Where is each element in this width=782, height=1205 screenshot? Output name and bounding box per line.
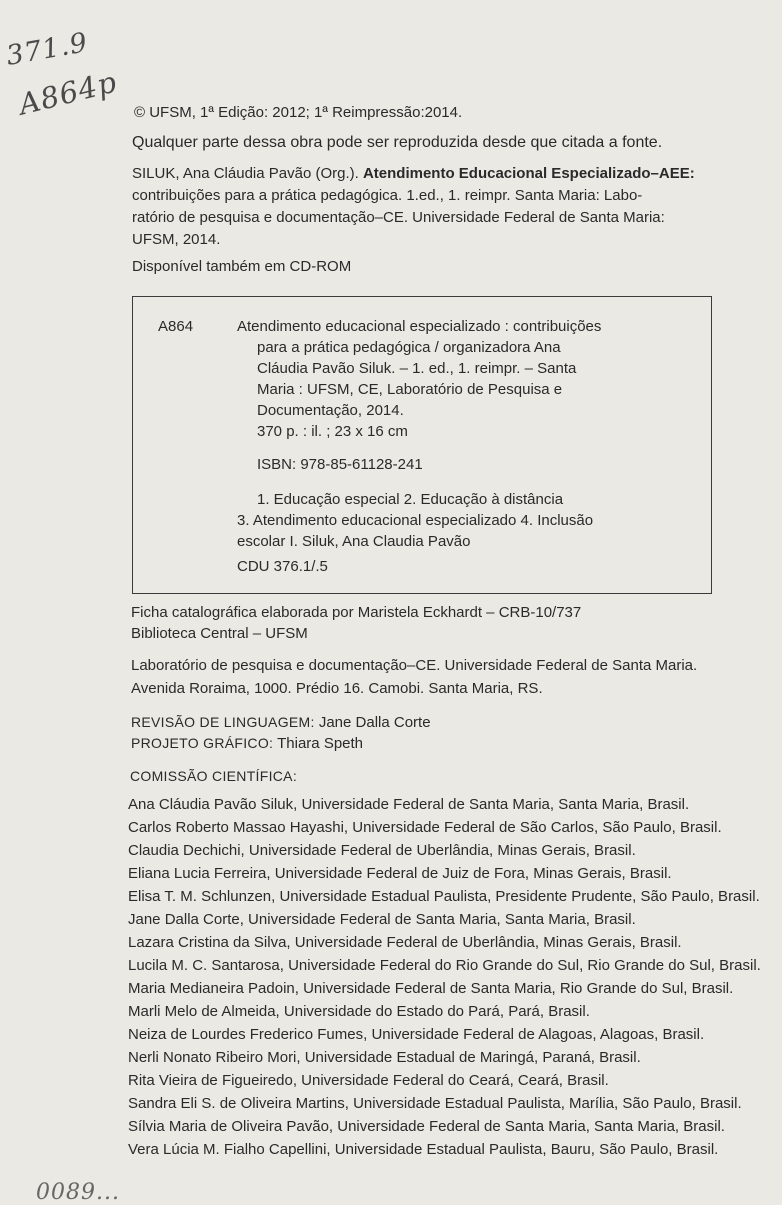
handwritten-call-number: 371.9 xyxy=(3,27,91,72)
committee-member: Vera Lúcia M. Fialho Capellini, Universidade Estadual Paulista, Bauru, São Paulo, Brasil. xyxy=(128,1141,719,1158)
reproduction-note: Qualquer parte dessa obra pode ser reproduzida desde que citada a fonte. xyxy=(132,134,663,151)
committee-member: Claudia Dechichi, Universidade Federal de Uberlândia, Minas Gerais, Brasil. xyxy=(128,842,636,859)
committee-member: Maria Medianeira Padoin, Universidade Federal de Santa Maria, Rio Grande do Sul, Brasil. xyxy=(128,980,734,997)
handwritten-cutter-number: A864p xyxy=(15,64,121,122)
committee-member: Marli Melo de Almeida, Universidade do Estado do Pará, Pará, Brasil. xyxy=(128,1003,590,1020)
committee-member: Eliana Lucia Ferreira, Universidade Federal de Juiz de Fora, Minas Gerais, Brasil. xyxy=(128,865,672,882)
catalog-subject: 1. Educação especial 2. Educação à distância xyxy=(257,491,564,508)
committee-member: Rita Vieira de Figueiredo, Universidade Federal do Ceará, Ceará, Brasil. xyxy=(128,1072,609,1089)
catalog-line: Maria : UFSM, CE, Laboratório de Pesquisa e xyxy=(257,381,563,398)
catalog-subject: escolar I. Siluk, Ana Claudia Pavão xyxy=(237,533,471,550)
committee-member: Lazara Cristina da Silva, Universidade Federal de Uberlândia, Minas Gerais, Brasil. xyxy=(128,934,682,951)
catalog-code: A864 xyxy=(158,318,194,335)
cataloging-credit-line: Biblioteca Central – UFSM xyxy=(131,625,308,642)
cataloging-credit-line: Ficha catalográfica elaborada por Maristela Eckhardt – CRB-10/737 xyxy=(131,604,582,621)
copyright-line: © UFSM, 1ª Edição: 2012; 1ª Reimpressão:2014. xyxy=(134,104,463,121)
lab-address-line: Laboratório de pesquisa e documentação–CE. Universidade Federal de Santa Maria. xyxy=(131,657,698,674)
citation-line-2: contribuições para a prática pedagógica. 1.ed., 1. reimpr. Santa Maria: Labo- xyxy=(132,187,643,204)
committee-member: Lucila M. C. Santarosa, Universidade Federal do Rio Grande do Sul, Rio Grande do Sul, Brasil. xyxy=(128,957,761,974)
committee-member: Elisa T. M. Schlunzen, Universidade Estadual Paulista, Presidente Prudente, São Paulo, Brasil. xyxy=(128,888,760,905)
citation-line-1 xyxy=(132,164,695,184)
citation-title: Atendimento Educacional Especializado–AEE: xyxy=(362,165,695,182)
catalog-line: para a prática pedagógica / organizadora Ana xyxy=(257,339,561,356)
committee-member: Sílvia Maria de Oliveira Pavão, Universidade Federal de Santa Maria, Santa Maria, Brasil. xyxy=(128,1118,725,1135)
committee-member: Neiza de Lourdes Frederico Fumes, Universidade Federal de Alagoas, Alagoas, Brasil. xyxy=(128,1026,705,1043)
design-value: Thiara Speth xyxy=(273,735,364,752)
catalog-subject: 3. Atendimento educacional especializado 4. Inclusão xyxy=(237,512,594,529)
citation-line-4: UFSM, 2014. xyxy=(132,231,221,248)
catalog-isbn: ISBN: 978-85-61128-241 xyxy=(257,456,423,473)
citation-line-3: ratório de pesquisa e documentação–CE. Universidade Federal de Santa Maria: xyxy=(132,209,665,226)
catalog-cdu: CDU 376.1/.5 xyxy=(237,558,328,575)
committee-member: Carlos Roberto Massao Hayashi, Universidade Federal de São Carlos, São Paulo, Brasil. xyxy=(128,819,722,836)
citation-author: SILUK, Ana Cláudia Pavão (Org.). xyxy=(132,165,359,182)
committee-member: Sandra Eli S. de Oliveira Martins, Universidade Estadual Paulista, Marília, São Paulo, Brasil. xyxy=(128,1095,742,1112)
availability-note: Disponível também em CD-ROM xyxy=(132,258,352,275)
catalog-line: Atendimento educacional especializado : contribuições xyxy=(237,318,602,335)
catalog-line: Documentação, 2014. xyxy=(257,402,404,419)
committee-member: Jane Dalla Corte, Universidade Federal de Santa Maria, Santa Maria, Brasil. xyxy=(128,911,636,928)
design-label: PROJETO GRÁFICO: xyxy=(131,735,274,751)
committee-heading: COMISSÃO CIENTÍFICA: xyxy=(130,768,298,784)
revision-label: REVISÃO DE LINGUAGEM: xyxy=(131,714,315,730)
revision-value: Jane Dalla Corte xyxy=(314,714,431,731)
catalog-physical-description: 370 p. : il. ; 23 x 16 cm xyxy=(257,423,408,440)
design-credit xyxy=(131,733,363,754)
committee-member: Ana Cláudia Pavão Siluk, Universidade Federal de Santa Maria, Santa Maria, Brasil. xyxy=(128,796,690,813)
lab-address-line: Avenida Roraima, 1000. Prédio 16. Camobi. Santa Maria, RS. xyxy=(131,680,543,697)
revision-credit xyxy=(131,712,431,733)
committee-member: Nerli Nonato Ribeiro Mori, Universidade Estadual de Maringá, Paraná, Brasil. xyxy=(128,1049,641,1066)
handwritten-footer-mark: 0089... xyxy=(36,1180,120,1205)
catalog-line: Cláudia Pavão Siluk. – 1. ed., 1. reimpr. – Santa xyxy=(257,360,577,377)
